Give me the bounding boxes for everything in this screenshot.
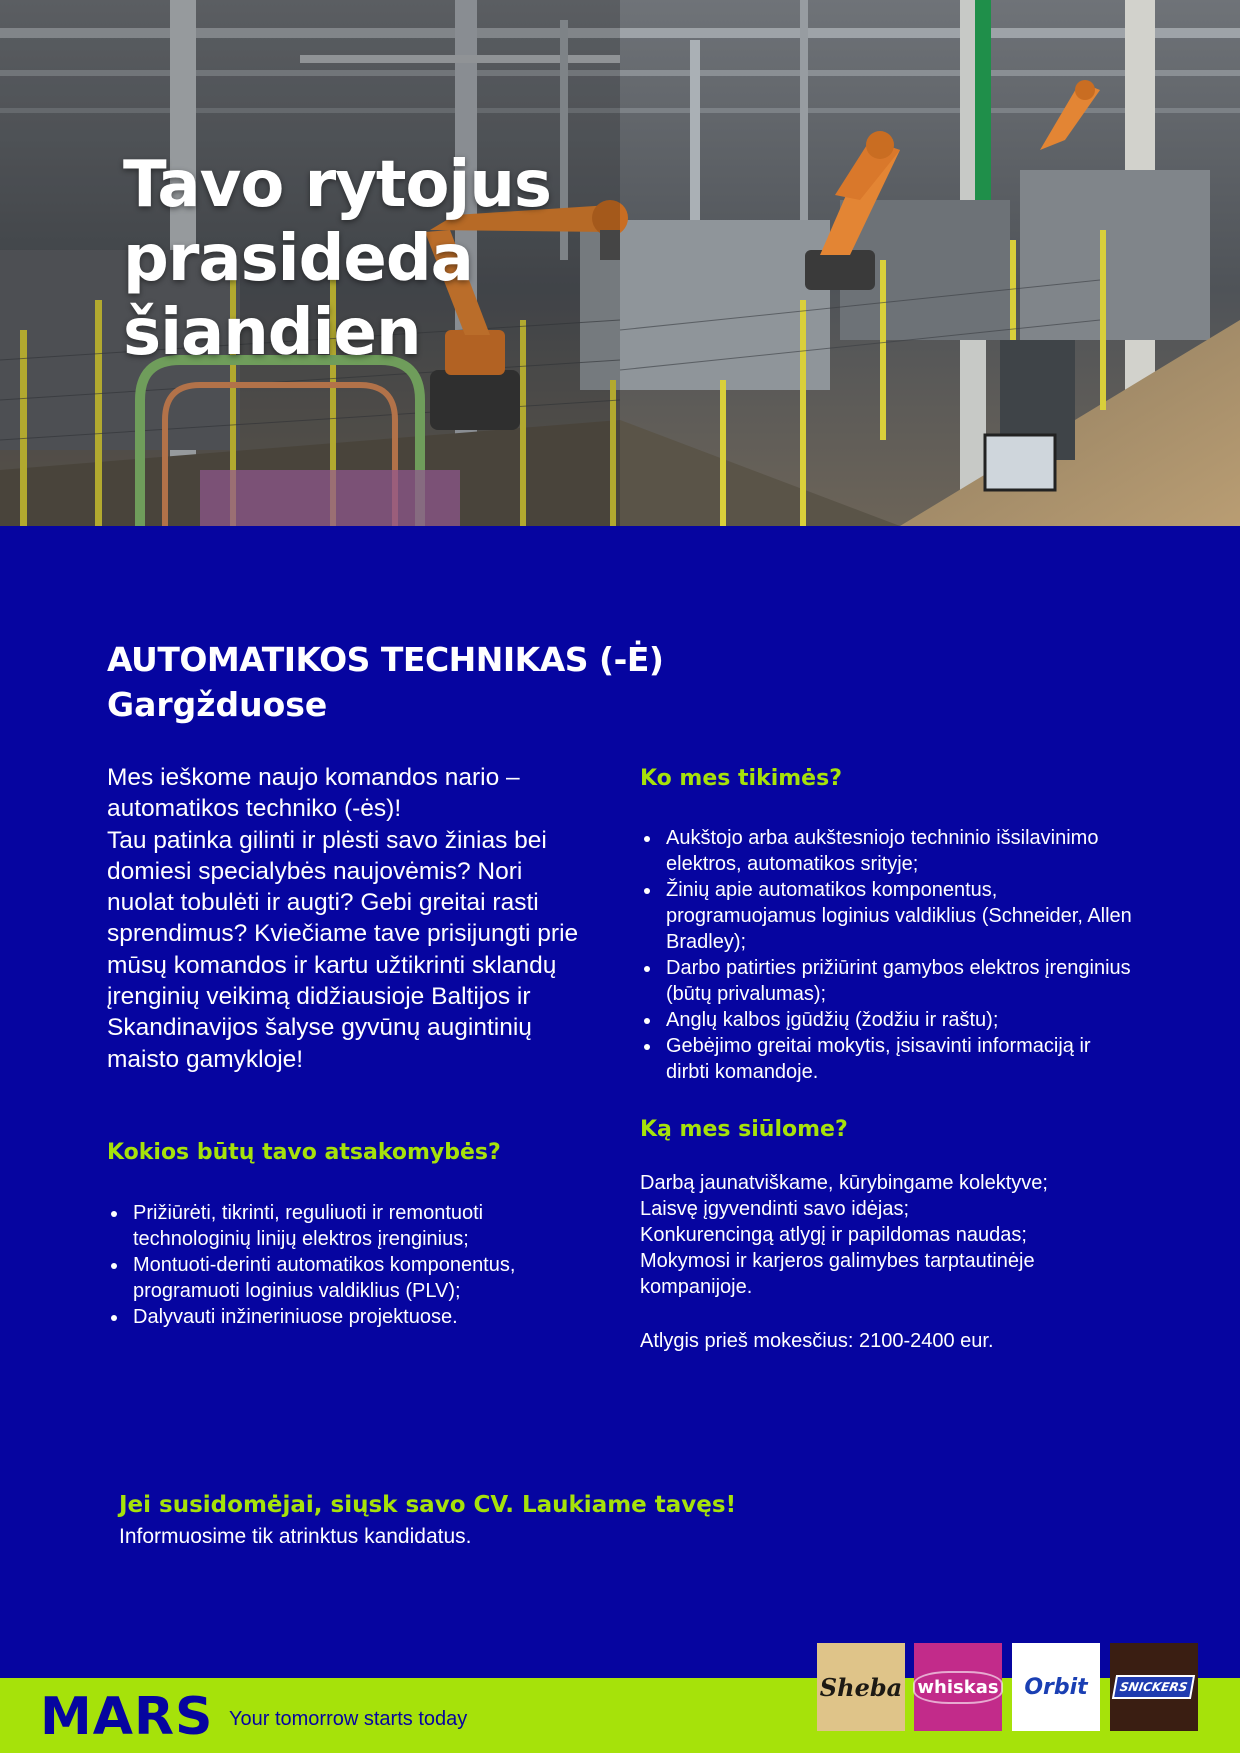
responsibilities-heading: Kokios būtų tavo atsakomybės? [107,1140,501,1165]
list-item: Gebėjimo greitai mokytis, įsisavinti informaciją ir dirbti komandoje. [666,1033,1136,1085]
list-item: Montuoti-derinti automatikos komponentus, programuoti loginius valdiklius (PLV); [133,1252,603,1304]
list-item: Darbo patirties prižiūrint gamybos elektros įrenginius (būtų privalumas); [666,955,1136,1007]
list-item: Aukštojo arba aukštesniojo techninio išsilavinimo elektros, automatikos srityje; [666,825,1136,877]
hero-banner [0,0,1240,526]
brand-label: Orbit [1024,1674,1088,1700]
brand-label: Sheba [819,1672,903,1702]
mars-logo: MARS [40,1687,214,1747]
cta-note: Informuosime tik atrinktus kandidatus. [119,1525,472,1548]
offer-heading: Ką mes siūlome? [640,1117,848,1142]
responsibilities-list [107,1200,603,1330]
list-item: Žinių apie automatikos komponentus, programuojamus loginius valdiklius (Schneider, Allen Bradley); [666,877,1136,955]
intro-paragraph-2: Tau patinka gilinti ir plėsti savo žinias bei domiesi specialybės naujovėmis? Nori nuolat tobulėti ir augti? Gebi greitai rasti sprendimus? Kviečiame tave prisijungti prie mūsų komandos ir kartu užtikrinti sklandų įrenginių veikimą didžiausioje Baltijos ir Skandinavijos šalyse gyvūnų augintinių maisto gamykloje! [107,826,579,1073]
cta-headline: Jei susidomėjai, siųsk savo CV. Laukiame tavęs! [119,1492,737,1518]
offer-line: Konkurencingą atlygį ir papildomas naudas; [640,1224,1027,1246]
whiskas-logo [914,1643,1002,1731]
brand-label: whiskas [913,1671,1002,1704]
brand-label: SNICKERS [1112,1675,1196,1699]
salary-text: Atlygis prieš mokesčius: 2100-2400 eur. [640,1330,994,1352]
orbit-logo [1012,1643,1100,1731]
offer-line: Darbą jaunatviškame, kūrybingame kolektyve; [640,1172,1048,1194]
hero-headline: Tavo rytojus prasideda šiandien [123,148,551,370]
list-item: Prižiūrėti, tikrinti, reguliuoti ir remontuoti technologinių linijų elektros įrenginius; [133,1200,603,1252]
snickers-logo [1110,1643,1198,1731]
offer-list [640,1170,1120,1300]
expectations-heading: Ko mes tikimės? [640,766,842,791]
list-item: Dalyvauti inžineriniuose projektuose. [133,1304,603,1330]
footer-tagline: Your tomorrow starts today [229,1708,468,1730]
list-item: Anglų kalbos įgūdžių (žodžiu ir raštu); [666,1007,1136,1033]
expectations-list [640,825,1136,1085]
intro-text [107,762,582,1075]
offer-line: Mokymosi ir karjeros galimybes tarptautinėje kompanijoje. [640,1250,1035,1298]
job-title: AUTOMATIKOS TECHNIKAS (-Ė) [107,640,664,679]
offer-line: Laisvę įgyvendinti savo idėjas; [640,1198,910,1220]
intro-paragraph-1: Mes ieškome naujo komandos nario – automatikos techniko (-ės)! [107,764,520,823]
job-location: Gargžduose [107,685,328,724]
sheba-logo [817,1643,905,1731]
